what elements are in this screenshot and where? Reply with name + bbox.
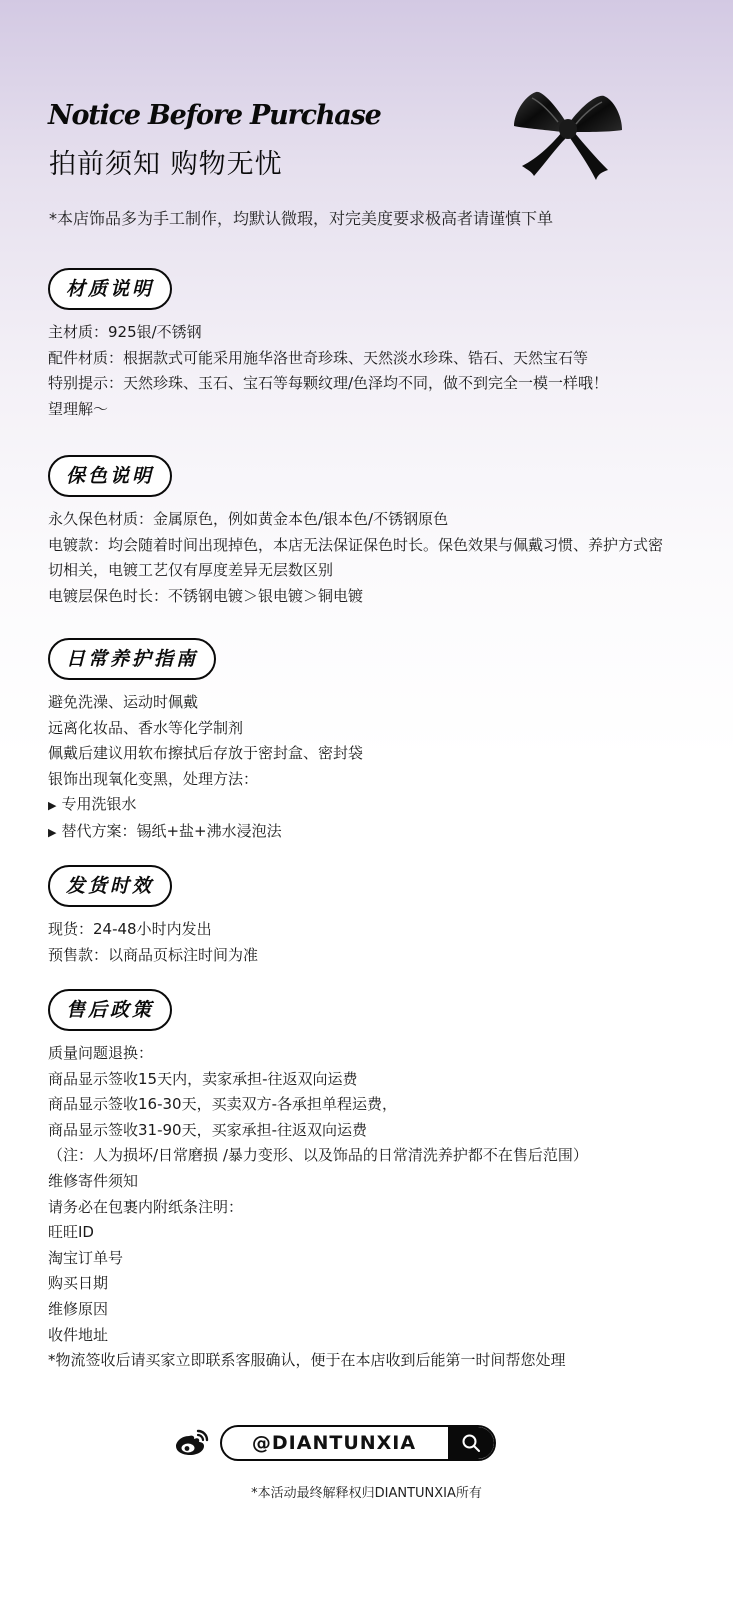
text-line: 配件材质：根据款式可能采用施华洛世奇珍珠、天然淡水珍珠、锆石、天然宝石等 [48,348,589,367]
text-line: 现货：24-48小时内发出 [48,920,212,938]
search-icon [461,1433,481,1453]
search-button[interactable] [448,1427,494,1459]
text-line: 旺旺ID [48,1223,94,1242]
list-item-text: 专用洗银水 [61,795,137,814]
text-line: 电镀款：均会随着时间出现掉色，本店无法保证保色时长。保色效果与佩戴习惯、养护方式密切相关，电镀工艺仅有厚度差异无层数区别 [48,535,664,580]
text-line: 佩戴后建议用软布擦拭后存放于密封盒、密封袋 [48,744,364,763]
text-line: 维修寄件须知 [48,1171,139,1190]
list-item [48,792,688,819]
section-shipping-time [48,865,688,968]
list-item [48,819,688,846]
bow-icon [512,86,624,182]
page-title-en: Notice Before Purchase [48,100,381,131]
triangle-bullet-icon: ▶ [48,825,57,839]
social-handle-row [174,1425,494,1459]
text-line: 望理解～ [48,399,109,418]
text-line: （注：人为损坏/日常磨损 /暴力变形、以及饰品的日常清洗养护都不在售后范围） [48,1146,588,1165]
section-material [48,268,688,422]
text-line: 远离化妆品、香水等化学制剂 [48,718,244,737]
page-title-cn: 拍前须知 购物无忧 [49,149,283,180]
text-line: 商品显示签收16-30天，买卖双方-各承担单程运费， [48,1095,398,1114]
text-line: 请务必在包裹内附纸条注明： [48,1197,244,1216]
text-line: 永久保色材质：金属原色，例如黄金本色/银本色/不锈钢原色 [48,510,449,528]
text-line: 主材质：925银/不锈钢 [48,323,202,341]
section-title: 售后政策 [48,989,172,1031]
section-after-sales [48,989,688,1374]
text-line: 银饰出现氧化变黑，处理方法： [48,769,259,788]
weibo-handle: @DIANTUNXIA [251,1432,417,1454]
section-color-retention [48,455,688,609]
section-care-guide [48,638,688,846]
text-line: 收件地址 [48,1325,109,1344]
text-line: 淘宝订单号 [48,1248,124,1267]
section-title: 发货时效 [48,865,172,907]
section-title: 保色说明 [48,455,172,497]
section-title: 日常养护指南 [48,638,216,680]
handmade-note: *本店饰品多为手工制作，均默认微瑕，对完美度要求极高者请谨慎下单 [49,209,554,228]
section-title: 材质说明 [48,268,172,310]
triangle-bullet-icon: ▶ [48,799,57,813]
list-item-text: 替代方案：锡纸+盐+沸水浸泡法 [61,821,282,840]
text-line: 维修原因 [48,1299,109,1318]
text-line: 电镀层保色时长：不锈钢电镀＞银电镀＞铜电镀 [48,586,364,605]
text-line: 商品显示签收15天内，卖家承担-往返双向运费 [48,1069,358,1088]
weibo-icon[interactable] [174,1427,210,1457]
text-line: 质量问题退换： [48,1044,154,1062]
text-line: 预售款：以商品页标注时间为准 [48,945,259,964]
text-line: 特别提示：天然珍珠、玉石、宝石等每颗纹理/色泽均不同，做不到完全一模一样哦！ [48,374,609,393]
handle-search-bar[interactable] [220,1425,496,1461]
text-line: *物流签收后请买家立即联系客服确认，便于在本店收到后能第一时间帮您处理 [48,1351,566,1370]
text-line: 避免洗澡、运动时佩戴 [48,693,199,711]
footer-disclaimer: *本活动最终解释权归DIANTUNXIA所有 [251,1486,482,1501]
text-line: 购买日期 [48,1274,109,1293]
text-line: 商品显示签收31-90天，买家承担-往返双向运费 [48,1120,368,1139]
